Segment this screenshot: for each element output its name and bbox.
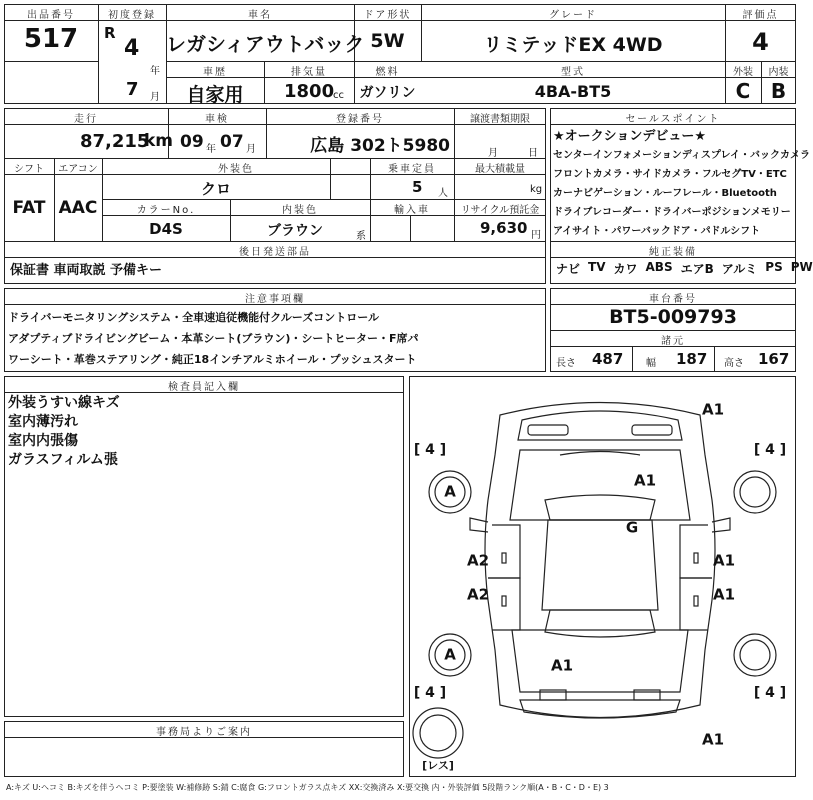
type-label: 型式 — [561, 67, 585, 78]
inspector-note-line: 室内内張傷 — [8, 433, 78, 449]
displacement: 1800 — [284, 81, 335, 102]
era: R — [104, 24, 116, 42]
recycle-unit: 円 — [531, 230, 541, 241]
month-unit: 月 — [150, 92, 160, 103]
chassis-label: 車台番号 — [649, 294, 697, 305]
color-number: D4S — [149, 220, 183, 238]
interior-grade-label: 内装 — [768, 67, 789, 78]
damage-mark: A1 — [712, 585, 736, 604]
inspector-note-line: 外装うすい線キズ — [8, 395, 120, 411]
capacity-label: 乗車定員 — [388, 164, 436, 175]
dimensions-label: 諸元 — [661, 336, 685, 347]
mileage-unit: km — [144, 131, 174, 151]
inspection-month: 07 — [220, 132, 244, 152]
recycle-deposit: 9,630 — [480, 219, 528, 237]
shift-label: シフト — [14, 164, 44, 175]
equipment-item: PS — [765, 260, 783, 274]
length-value: 487 — [592, 350, 624, 368]
score-label: 評価点 — [742, 10, 779, 21]
exterior-color: クロ — [200, 180, 231, 198]
damage-mark: A2 — [466, 551, 490, 570]
inspector-note-line: ガラスフィルム張 — [8, 452, 118, 468]
air-conditioner: AAC — [58, 198, 98, 218]
shift: FAT — [12, 198, 46, 218]
selling-point-line: ★オークションデビュー★ — [553, 129, 707, 144]
transfer-month-unit: 月 — [488, 148, 498, 159]
registration-year: 4 — [124, 36, 140, 61]
model-name: レガシィアウトバック — [166, 32, 365, 56]
transfer-day-unit: 日 — [528, 148, 538, 159]
door-label: ドア形状 — [363, 10, 412, 21]
first-registration-label: 初度登録 — [108, 10, 156, 21]
interior-grade: B — [770, 79, 787, 103]
damage-mark: A1 — [701, 730, 725, 749]
model-type: 4BA-BT5 — [534, 82, 612, 101]
tread-depth-mark: [ 4 ] — [753, 685, 787, 701]
selling-point-line: センターインフォメーションディスプレイ・バックカメラ — [553, 150, 810, 161]
inspection-label: 車検 — [205, 114, 229, 125]
grade: リミテッドEX 4WD — [483, 34, 663, 56]
equipment-item: ABS — [645, 260, 673, 274]
max-load-label: 最大積載量 — [475, 164, 525, 175]
registration-month: 7 — [126, 79, 139, 100]
load-unit: kg — [530, 184, 543, 195]
selling-point-line: アイサイト・パワーバックドア・パドルシフト — [553, 226, 761, 237]
inspector-note-line: 室内薄汚れ — [8, 414, 78, 430]
tire-mark: A — [444, 482, 456, 501]
chassis-number: BT5-009793 — [609, 306, 737, 328]
later-parts-label: 後日発送部品 — [239, 247, 311, 258]
transfer-deadline-label: 譲渡書類期限 — [470, 114, 530, 125]
notes-label: 注意事項欄 — [245, 294, 305, 305]
recycle-label: リサイクル預託金 — [460, 205, 540, 216]
mileage-label: 走行 — [74, 114, 98, 125]
tire-mark: A — [444, 645, 456, 664]
damage-mark: A2 — [466, 585, 490, 604]
equipment-item: ナビ — [556, 262, 581, 276]
mileage: 87,215 — [80, 131, 150, 152]
exterior-grade: C — [735, 79, 751, 103]
height-value: 167 — [758, 350, 790, 368]
damage-mark: A1 — [550, 656, 574, 675]
tread-depth-mark: [ 4 ] — [753, 442, 787, 458]
damage-mark: A1 — [701, 400, 725, 419]
exterior-color-label: 外装色 — [218, 164, 254, 175]
color-number-label: カラーNo. — [136, 205, 196, 216]
tread-depth-mark: [ 4 ] — [413, 685, 447, 701]
notes-line: ドライバーモニタリングシステム・全車速追従機能付クルーズコントロール — [8, 311, 380, 324]
equipment-item: エアB — [680, 262, 714, 276]
equipment-item: PW — [790, 260, 813, 274]
damage-mark: A1 — [633, 471, 657, 490]
later-parts: 保証書 車両取説 予備キー — [10, 263, 163, 278]
selling-point-line: フロントカメラ・サイドカメラ・フルセグTV・ETC — [553, 169, 787, 180]
inspector-label: 検査員記入欄 — [168, 382, 240, 393]
equipment-item: TV — [588, 260, 606, 274]
model-label: 車名 — [248, 10, 272, 21]
selling-point-line: ドライブレコーダー・ドライバーポジションメモリー — [553, 207, 791, 218]
fuel: ガソリン — [359, 85, 416, 101]
displacement-label: 排気量 — [291, 67, 327, 78]
interior-color-unit: 系 — [356, 231, 366, 242]
width-label: 幅 — [646, 358, 656, 369]
history: 自家用 — [186, 84, 244, 106]
notes-line: アダプティブドライビングビーム・本革シート(ブラウン)・シートヒーター・F席パ — [8, 332, 419, 345]
grade-label: グレード — [549, 10, 597, 21]
plate-label: 登録番号 — [336, 114, 384, 125]
displacement-unit: cc — [333, 90, 344, 101]
ac-label: エアコン — [58, 164, 98, 175]
inspection-year: 09 — [180, 132, 204, 152]
notes-line: ワーシート・革巻ステアリング・純正18インチアルミホイール・プッシュスタート — [8, 353, 417, 366]
door-type: 5W — [370, 30, 405, 52]
lot-number-label: 出品番号 — [27, 10, 75, 21]
exterior-grade-label: 外装 — [733, 67, 753, 78]
equipment-item: カワ — [613, 262, 638, 276]
year-unit: 年 — [150, 66, 160, 77]
passenger-capacity: 5 — [412, 178, 423, 196]
lot-number: 517 — [23, 24, 79, 54]
interior-color-label: 内装色 — [282, 205, 318, 216]
interior-color: ブラウン — [267, 223, 323, 239]
damage-mark: A1 — [712, 551, 736, 570]
inspection-month-unit: 月 — [246, 144, 256, 155]
equipment-item: アルミ — [721, 262, 758, 276]
fuel-label: 燃料 — [375, 67, 400, 78]
legend: A:キズ U:ヘコミ B:キズを伴うヘコミ P:要塗装 W:補修跡 S:錆 C:腐食 G:フロントガラス点キズ XX:交換済み X:要交換 内・外装評価 5段階ランク順(A・B・C・D・E) 3 — [6, 783, 609, 792]
inspection-year-unit: 年 — [206, 144, 216, 155]
length-label: 長さ — [556, 358, 576, 369]
selling-points-label: セールスポイント — [625, 114, 721, 125]
equipment-label: 純正装備 — [649, 247, 697, 258]
import-label: 輸入車 — [394, 205, 430, 216]
spare-tire-label: [レス] — [422, 759, 454, 772]
tread-depth-mark: [ 4 ] — [413, 442, 447, 458]
auction-score: 4 — [752, 28, 769, 56]
capacity-unit: 人 — [438, 188, 448, 199]
width-value: 187 — [676, 350, 708, 368]
height-label: 高さ — [724, 358, 744, 369]
license-plate: 広島 302ト5980 — [310, 136, 450, 156]
selling-point-line: カーナビゲーション・ルーフレール・Bluetooth — [553, 188, 777, 199]
damage-mark: G — [625, 518, 639, 537]
office-label: 事務局よりご案内 — [156, 727, 252, 738]
history-label: 車歴 — [203, 67, 227, 78]
